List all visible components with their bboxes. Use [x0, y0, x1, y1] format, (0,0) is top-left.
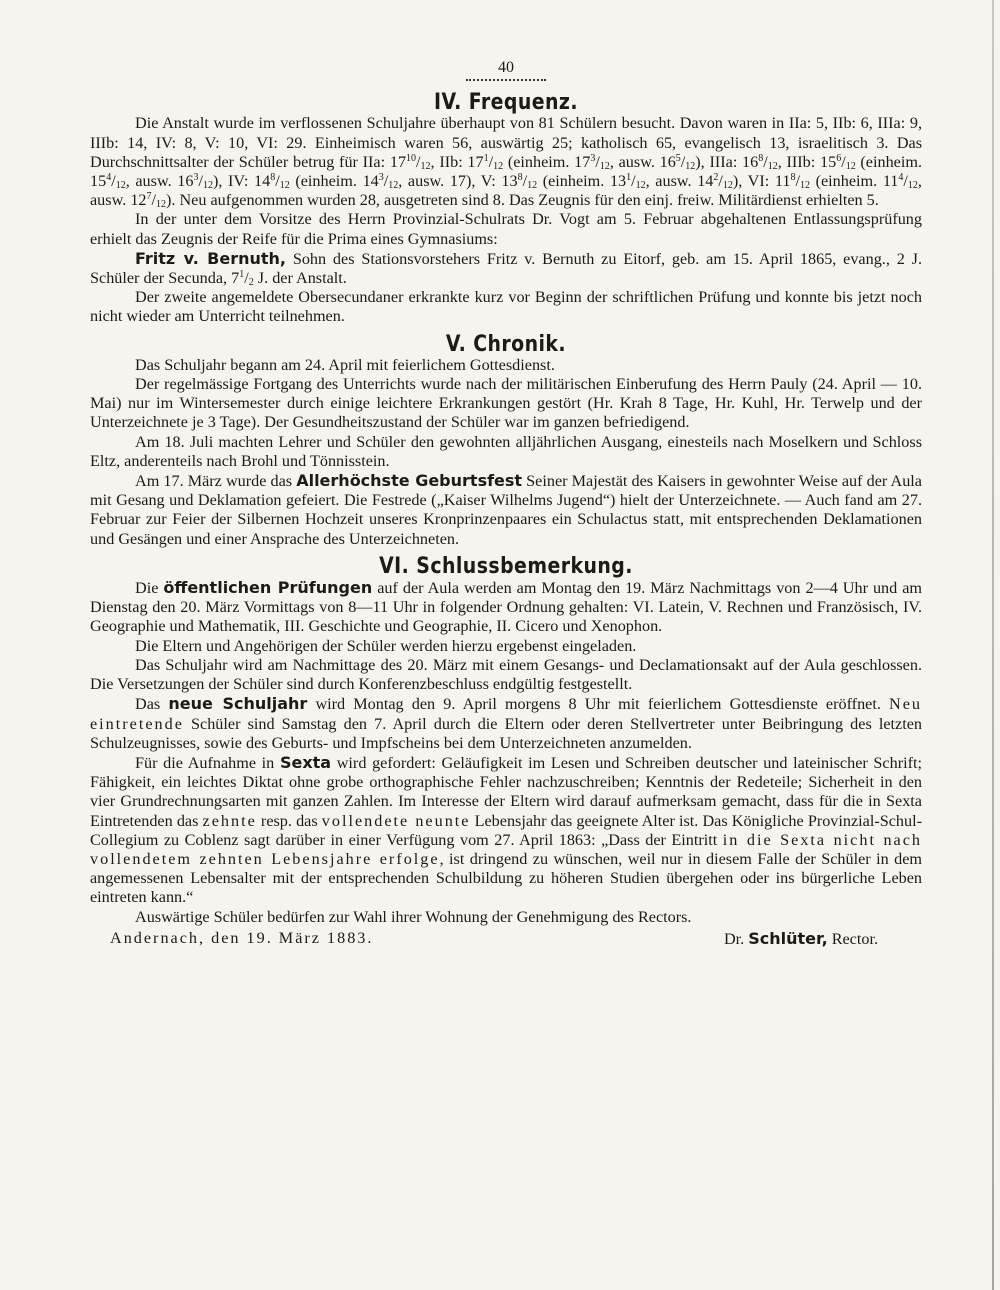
schluss-p4-start: Das: [135, 695, 169, 714]
fraction-numerator: 10: [406, 152, 417, 164]
age-fraction: $14^2/_{12}$: [697, 172, 733, 192]
fraction-numerator: 7: [146, 191, 152, 203]
graduate-details-end: J. der Anstalt.: [253, 269, 347, 288]
schluss-paragraph-6: Auswärtige Schüler bedürfen zur Wahl ihrer Wohnung der Genehmigung des Rectors.: [135, 907, 692, 926]
fraction-following-text: , ausw.: [609, 152, 660, 171]
fraction-denominator: 12: [420, 160, 431, 172]
age-fraction: $16^8/_{12}$: [742, 152, 778, 172]
fraction-whole: 7: [231, 269, 240, 288]
fraction-whole: 17: [467, 152, 484, 171]
fraction-denominator: 12: [799, 180, 810, 192]
fraction-numerator: 5: [675, 152, 681, 164]
schluss-p5-part-b: wird gefordert: Geläufigkeit im Lesen und Schreiben deutscher und lateinischer Schrift; Fähigkeit, ein leichtes Diktat ohne grobe orthographische Fehler nachzuschreiben; Kenntnis der Redeteile; Sicherheit in den vier Grundrechnungsarten mit ganzen Zahlen. Im Interesse der Eltern wird darauf aufmerksam gemacht, dass für die in Sexta Eintretenden das: [90, 753, 922, 830]
schluss-paragraph-4: [90, 694, 922, 753]
age-fraction: $12^7/_{12}$: [130, 191, 166, 211]
signature: [724, 929, 878, 949]
fraction-numerator: 6: [836, 152, 842, 164]
fraction-whole: 17: [574, 152, 591, 171]
fraction-whole: 15: [90, 172, 107, 191]
page-edge-shadow: [992, 0, 994, 1290]
schluss-p5-part-e: , ist dringend zu wünschen, weil nur in diesem Falle der Schüler in dem angemessenen Lebensalter mit der entsprechenden Schulbildung zu höheren Studien übergehen oder ins bürgerliche Leben eintreten kann.“: [90, 849, 922, 907]
schluss-p5-spaced-2: vollendete neunte: [321, 811, 471, 830]
fraction-denominator: 12: [279, 180, 290, 192]
page-number-text: 40: [498, 59, 514, 76]
fraction-denominator: 12: [527, 180, 538, 192]
graduate-details: Sohn des Stationsvorstehers Fritz v. Bernuth zu Eitorf, geb. am 15. April 1865, evang., 2 J. Schüler der Secunda,: [90, 249, 922, 288]
fraction-numerator: 2: [713, 172, 719, 184]
age-fraction: $17^{10}/_{12}$: [389, 152, 431, 172]
age-fraction: $11^4/_{12}$: [882, 172, 918, 192]
signature-row: [90, 929, 922, 949]
signature-role: Rector.: [827, 929, 878, 948]
page-number: [90, 58, 922, 85]
age-fraction: $15^4/_{12}$: [90, 172, 126, 192]
age-fraction: $16^3/_{12}$: [177, 172, 213, 192]
section-title-schlussbemerkung: VI. Schlussbemerkung.: [379, 553, 633, 579]
fraction-following-text: , IIIb:: [777, 152, 820, 171]
page-number-ornament: [466, 73, 546, 81]
fraction-following-text: ), VI:: [732, 172, 775, 191]
schluss-paragraph-3: Das Schuljahr wird am Nachmittage des 20. März mit einem Gesangs- und Declamationsakt auf der Aula geschlossen. Die Versetzungen der Schüler sind durch Konferenzbeschluss endgültig festgestellt.: [90, 655, 922, 694]
schluss-paragraph-1: [90, 578, 922, 637]
fraction-whole: 13: [501, 172, 518, 191]
fraction-whole: 16: [742, 152, 759, 171]
fraction-denominator: 12: [685, 160, 696, 172]
section-title-chronik: V. Chronik.: [445, 331, 567, 357]
fraction-following-text: (einheim.: [809, 172, 883, 191]
signature-title: Dr.: [723, 929, 749, 948]
fraction-numerator: 8: [758, 152, 764, 164]
fraction-denominator: 12: [845, 160, 856, 172]
fraction-numerator: 8: [270, 172, 276, 184]
schluss-p1-highlight: öffentlichen Prüfungen: [163, 578, 373, 598]
chronik-p4-highlight: Allerhöchste Geburtsfest: [296, 471, 523, 491]
fraction-whole: 16: [659, 152, 676, 171]
fraction-whole: 12: [130, 191, 147, 210]
schluss-p5-spaced-1: zehnte: [202, 811, 257, 830]
fraction-numerator: 4: [898, 172, 904, 184]
fraction-numerator: 3: [378, 172, 384, 184]
fraction-denominator: 12: [722, 180, 733, 192]
signature-name: Schlüter,: [748, 928, 828, 948]
schluss-p5-part-c: resp. das: [256, 811, 322, 830]
fraction-following-text: ), IIIa:: [695, 152, 743, 171]
fraction-denominator: 12: [767, 160, 778, 172]
schluss-p4-highlight: neue Schuljahr: [168, 694, 308, 714]
fraction-following-text: , ausw. 17), V:: [398, 172, 502, 191]
graduate-years-fraction: $7^1/_2$: [231, 269, 254, 289]
fraction-following-text: , ausw.: [645, 172, 698, 191]
fraction-following-text: (einheim.: [537, 172, 610, 191]
fraction-whole: 13: [609, 172, 627, 191]
schluss-p5-spaced-3: in die Sexta nicht nach vollendetem zehnten Lebensjahre erfolge: [90, 830, 922, 868]
chronik-paragraph-4: [90, 471, 922, 549]
schluss-p1-start: Die: [135, 579, 164, 598]
fraction-whole: 15: [820, 152, 837, 171]
fraction-numerator: 1: [483, 152, 489, 164]
fraction-numerator: 4: [106, 172, 112, 184]
age-fraction: $14^8/_{12}$: [254, 172, 290, 192]
fraction-denominator: 12: [388, 180, 399, 192]
frequenz-paragraph-2: In der unter dem Vorsitze des Herrn Provinzial-Schulrats Dr. Vogt am 5. Februar abgehaltenen Entlassungsprüfung erhielt das Zeugnis der Reife für die Prima eines Gymnasiums:: [90, 210, 922, 248]
schluss-p5-start: Für die Aufnahme in: [135, 753, 280, 772]
age-fraction: $15^6/_{12}$: [820, 152, 856, 172]
fraction-following-text: , ausw.: [125, 172, 178, 191]
fraction-whole: 14: [362, 172, 379, 191]
fraction-following-text: , ausw.: [90, 172, 922, 210]
schluss-paragraph-2: Die Eltern und Angehörigen der Schüler werden hierzu ergebenst eingeladen.: [135, 636, 637, 655]
chronik-paragraph-1: Das Schuljahr begann am 24. April mit feierlichem Gottesdienst.: [135, 355, 555, 374]
fraction-following-text: (einheim.: [289, 172, 363, 191]
fraction-numerator: 1: [626, 172, 632, 184]
fraction-denominator: 12: [493, 160, 504, 172]
fraction-whole: 14: [254, 172, 271, 191]
fraction-numerator: 1: [239, 269, 245, 281]
fraction-denominator: 2: [248, 277, 254, 289]
fraction-numerator: 8: [517, 172, 523, 184]
fraction-numerator: 8: [790, 172, 796, 184]
age-fraction: $14^3/_{12}$: [362, 172, 399, 192]
page-content: [90, 58, 922, 949]
fraction-denominator: 12: [907, 180, 918, 192]
place-date: Andernach, den 19. März 1883.: [110, 928, 374, 947]
fraction-whole: 11: [774, 172, 791, 191]
chronik-paragraph-2: Der regelmässige Fortgang des Unterrichts wurde nach der militärischen Einberufung des Herrn Pauly (24. April — 10. Mai) nur im Wintersemester durch einige leichtere Erkrankungen gestört (Hr. Krah 8 Tage, Hr. Kuhl, Hr. Terwelp und der Unterzeichnete je 3 Tage). Der Gesundheitszustand der Schüler war im ganzen befriedigend.: [90, 375, 922, 432]
fraction-numerator: 3: [590, 152, 596, 164]
schluss-p1-rest: auf der Aula werden am Montag den 19. März Nachmittags von 2—4 Uhr und am Dienstag den 20. März Vormittags von 8—11 Uhr in folgender Ordnung gehalten: VI. Latein, V. Rechnen und Französisch, IV. Geographie und Mathematik, III. Geschichte und Geographie, II. Cicero und Xenophon.: [90, 579, 922, 636]
schluss-p4-spaced: Neu eintretende: [90, 695, 922, 733]
age-fraction: $17^1/_{12}$: [467, 152, 504, 172]
frequenz-paragraph-3: [90, 249, 922, 288]
frequenz-p1-text: Die Anstalt wurde im verflossenen Schuljahre überhaupt von 81 Schülern besucht. Davon waren in IIa: 5, IIb: 6, IIIa: 9, IIIb: 14, IV: 8, V: 10, VI: 29. Einheimisch waren 56, auswärtig 25; katholisch 65, evangelisch 13, israelitisch 3. Das Durchschnittsalter der Schüler betrug für IIa:: [90, 114, 922, 171]
age-fraction: $16^5/_{12}$: [659, 152, 696, 172]
fraction-following-text: , IIb:: [430, 152, 468, 171]
age-fraction: $11^8/_{12}$: [774, 172, 810, 192]
schluss-p5-part-d: Lebensjahr das geeignete Alter ist. Das Königliche Provinzial-Schul-Collegium zu Coblenz sagt darüber in einer Verfügung vom 27. April 1863: „Dass der Eintritt: [90, 811, 923, 849]
age-fraction: $13^1/_{12}$: [609, 172, 646, 192]
fraction-whole: 14: [697, 172, 714, 191]
fraction-denominator: 12: [635, 180, 646, 192]
schluss-p4-rest: Schüler sind Samstag den 7. April durch die Eltern oder deren Stellvertreter unter Beibringung des letzten Schulzeugnisses, sowie des Geburts- und Impfscheins bei dem Unterzeichneten anzumelden.: [90, 714, 922, 752]
fraction-whole: 17: [389, 152, 407, 171]
fraction-whole: 11: [882, 172, 899, 191]
age-fraction: $17^3/_{12}$: [574, 152, 610, 172]
fraction-whole: 16: [177, 172, 194, 191]
schluss-paragraph-5: [90, 753, 922, 908]
fraction-following-text: ). Neu aufgenommen wurden 28, ausgetreten sind 8. Das Zeugnis für den einj. freiw. Militärdienst erhielten 5.: [166, 191, 879, 210]
chronik-p4-rest: Seiner Majestät des Kaisers in gewohnter Weise auf der Aula mit Gesang und Deklamation gefeiert. Die Festrede („Kaiser Wilhelms Jugend“) hielt der Unterzeichnete. — Auch fand am 27. Februar zur Feier der Silbernen Hochzeit unseres Kronprinzenpaares ein Schulactus statt, mit entsprechenden Deklamationen und Gesängen und einer Ansprache des Unterzeichneten.: [90, 472, 922, 548]
fraction-following-text: (einheim.: [855, 152, 922, 171]
schluss-p4-mid: wird Montag den 9. April morgens 8 Uhr mit feierlichem Gottesdienste eröffnet.: [307, 695, 890, 714]
chronik-paragraph-3: Am 18. Juli machten Lehrer und Schüler den gewohnten alljährlichen Ausgang, einesteils nach Moselkern und Schloss Eltz, anderenteils nach Brohl und Tönnisstein.: [90, 432, 922, 470]
fraction-following-text: ), IV:: [212, 172, 255, 191]
fraction-following-text: (einheim.: [503, 152, 575, 171]
graduate-name: Fritz v. Bernuth,: [135, 248, 286, 268]
fraction-denominator: 12: [156, 199, 166, 211]
frequenz-paragraph-1: [90, 114, 922, 210]
schluss-p5-highlight: Sexta: [279, 752, 332, 772]
chronik-p4-start: Am 17. März wurde das: [135, 472, 297, 491]
fraction-numerator: 3: [193, 172, 199, 184]
fraction-denominator: 12: [115, 180, 126, 192]
fraction-denominator: 12: [599, 160, 610, 172]
section-title-frequenz: IV. Frequenz.: [433, 90, 578, 116]
age-fraction: $13^8/_{12}$: [501, 172, 538, 192]
frequenz-paragraph-4: Der zweite angemeldete Obersecundaner erkrankte kurz vor Beginn der schriftlichen Prüfung und konnte bis jetzt noch nicht wieder am Unterricht teilnehmen.: [90, 288, 922, 326]
fraction-denominator: 12: [202, 180, 213, 192]
